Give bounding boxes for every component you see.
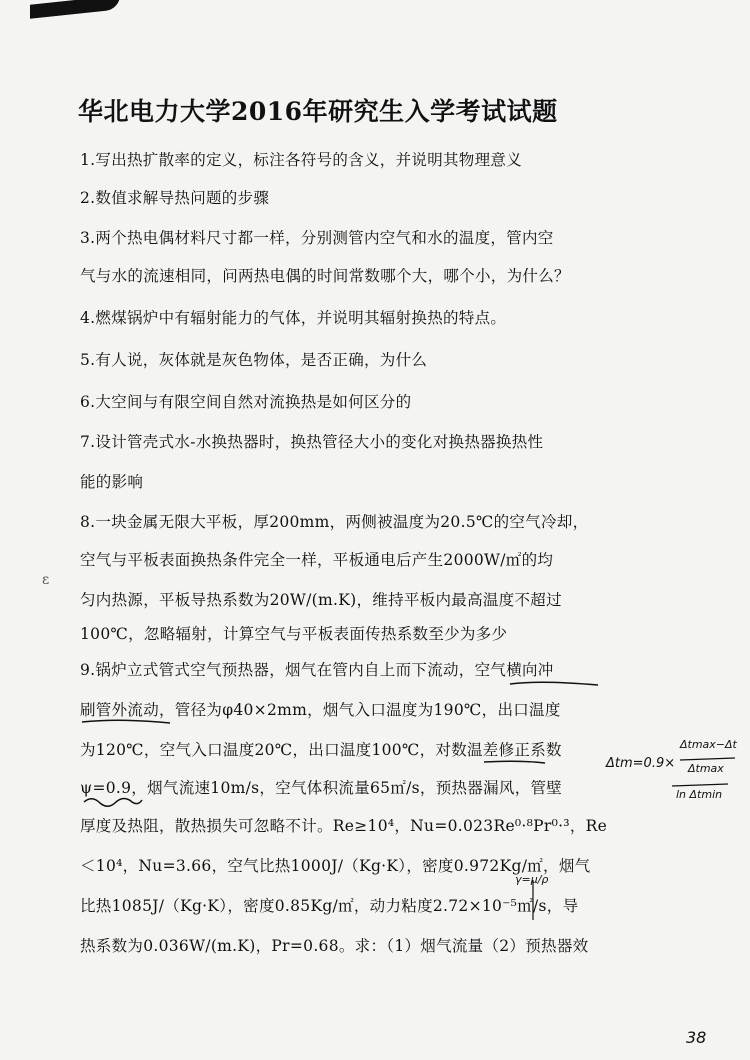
- handwritten-fraction-top: Δtmax−Δt: [680, 738, 737, 751]
- question-8-line-2: 空气与平板表面换热条件完全一样，平板通电后产生2000W/㎡的均: [80, 551, 554, 569]
- question-7-line-1: 7.设计管壳式水-水换热器时，换热管径大小的变化对换热器换热性: [80, 433, 544, 451]
- question-9-line-2: 刷管外流动，管径为φ40×2mm，烟气入口温度为190℃，出口温度: [80, 701, 561, 719]
- page-number: 38: [686, 1028, 707, 1047]
- question-1: 1.写出热扩散率的定义，标注各符号的含义，并说明其物理意义: [80, 151, 522, 169]
- question-8-line-3: 匀内热源，平板导热系数为20W/(m.K)，维持平板内最高温度不超过: [80, 591, 562, 609]
- question-9-line-7: 比热1085J/（Kg·K），密度0.85Kg/㎡，动力粘度2.72×10⁻⁵㎡/s，导: [80, 897, 579, 915]
- question-9-line-3: 为120℃，空气入口温度20℃，出口温度100℃，对数温差修正系数: [80, 741, 562, 759]
- question-4: 4.燃煤锅炉中有辐射能力的气体，并说明其辐射换热的特点。: [80, 309, 507, 327]
- question-5: 5.有人说，灰体就是灰色物体，是否正确，为什么: [80, 351, 428, 369]
- question-8-line-4: 100℃，忽略辐射，计算空气与平板表面传热系数至少为多少: [80, 625, 508, 643]
- question-9-line-4: ψ=0.9，烟气流速10m/s，空气体积流量65㎡/s，预热器漏风，管壁: [80, 779, 563, 797]
- handwritten-fraction-mid: Δtmax: [688, 762, 724, 775]
- page-title: 华北电力大学2016年研究生入学考试试题: [78, 97, 558, 126]
- question-2: 2.数值求解导热问题的步骤: [80, 189, 270, 207]
- question-3-line-1: 3.两个热电偶材料尺寸都一样，分别测管内空气和水的温度，管内空: [80, 229, 554, 247]
- question-9-line-8: 热系数为0.036W/(m.K)，Pr=0.68。求：（1）烟气流量（2）预热器效: [80, 937, 589, 955]
- question-7-line-2: 能的影响: [80, 473, 144, 491]
- handwritten-viscosity-note: γ=μ/ρ: [515, 873, 549, 886]
- question-6: 6.大空间与有限空间自然对流换热是如何区分的: [80, 393, 412, 411]
- question-9-line-6: ＜10⁴，Nu=3.66，空气比热1000J/（Kg·K），密度0.972Kg/㎡，烟气: [80, 857, 591, 875]
- scan-smudge: [30, 0, 120, 19]
- question-8-line-1: 8.一块金属无限大平板，厚200mm，两侧被温度为20.5℃的空气冷却，: [80, 513, 589, 531]
- handwritten-note: Δtm=0.9×: [606, 756, 676, 771]
- handwritten-fraction-bot: ln Δtmin: [676, 788, 723, 801]
- question-9-line-1: 9.锅炉立式管式空气预热器，烟气在管内自上而下流动，空气横向冲: [80, 661, 554, 679]
- question-3-line-2: 气与水的流速相同，问两热电偶的时间常数哪个大，哪个小，为什么？: [80, 267, 570, 285]
- margin-mark: ɛ: [42, 572, 50, 588]
- question-9-line-5: 厚度及热阻，散热损失可忽略不计。Re≥10⁴，Nu=0.023Re⁰·⁸Pr⁰·³，Re: [80, 817, 608, 835]
